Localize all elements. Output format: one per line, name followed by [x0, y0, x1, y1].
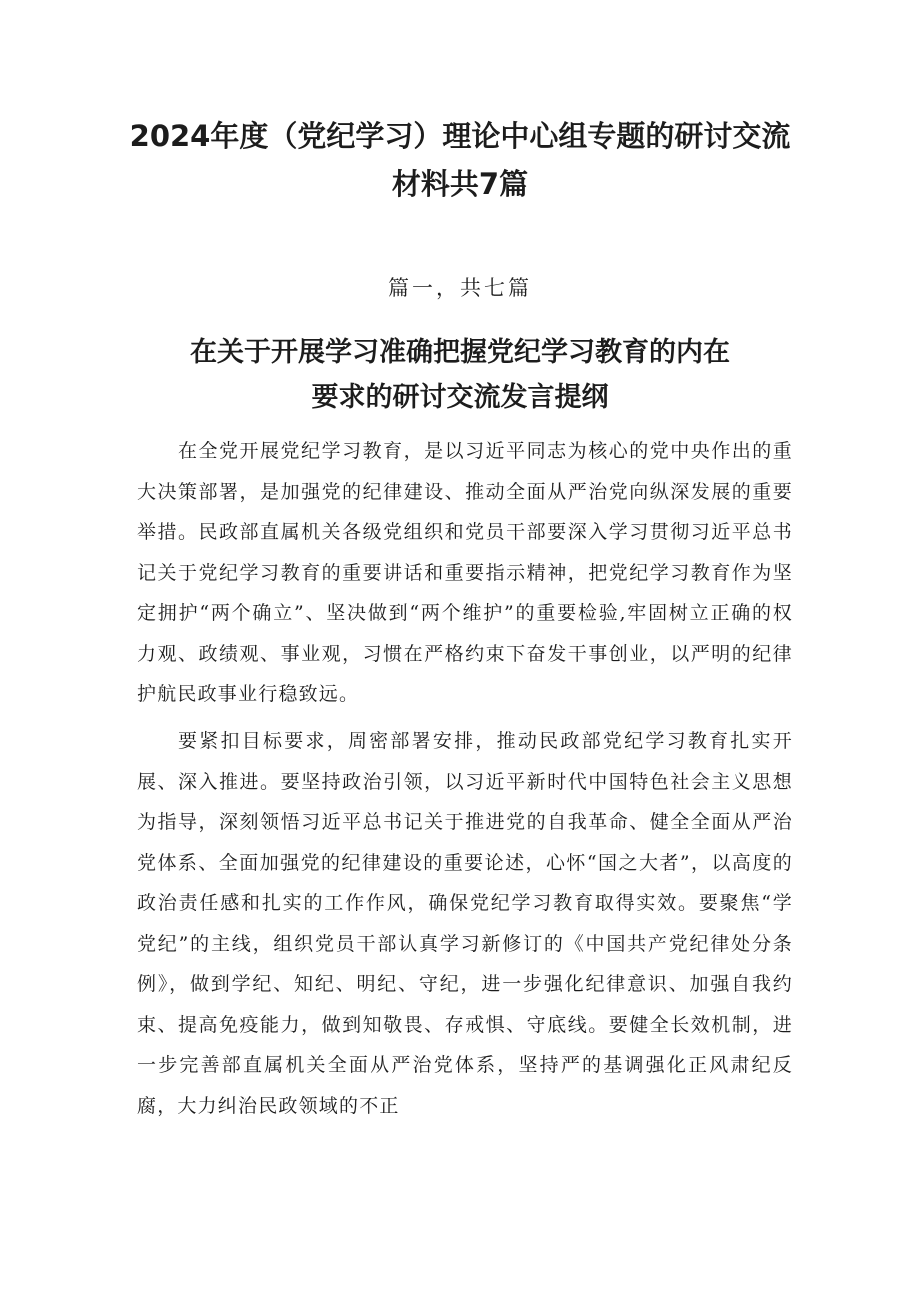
document-title-line-2: 材料共7篇: [391, 167, 529, 201]
article-title-line-1: 在关于开展学习准确把握党纪学习教育的内在: [190, 337, 730, 368]
body-paragraph-1: 在全党开展党纪学习教育，是以习近平同志为核心的党中央作出的重大决策部署，是加强党的纪律建设、推动全面从严治党向纵深发展的重要举措。民政部直属机关各级党组织和党员干部要深入学习贯彻习近平总书记关于党纪学习教育的重要讲话和重要指示精神，把党纪学习教育作为坚定拥护“两个确立”、坚决做到“两个维护”的重要检验,牢固树立正确的权力观、政绩观、事业观，习惯在严格约束下奋发干事创业，以严明的纪律护航民政事业行稳致远。: [137, 440, 793, 705]
article-title: [100, 330, 820, 420]
document-title-line-1: 2024年度（党纪学习）理论中心组专题的研讨交流: [129, 119, 791, 153]
article-title-line-2: 要求的研讨交流发言提纲: [311, 382, 609, 413]
body-paragraph-2: 要紧扣目标要求，周密部署安排，推动民政部党纪学习教育扎实开展、深入推进。要坚持政治引领，以习近平新时代中国特色社会主义思想为指导，深刻领悟习近平总书记关于推进党的自我革命、健全全面从严治党体系、全面加强党的纪律建设的重要论述，心怀“国之大者”，以高度的政治责任感和扎实的工作作风，确保党纪学习教育取得实效。要聚焦“学党纪”的主线，组织党员干部认真学习新修订的《中国共产党纪律处分条例》，做到学纪、知纪、明纪、守纪，进一步强化纪律意识、加强自我约束、提高免疫能力，做到知敬畏、存戒惧、守底线。要健全长效机制，进一步完善部直属机关全面从严治党体系，坚持严的基调强化正风肃纪反腐，大力纠治民政领域的不正: [137, 730, 793, 1117]
section-label: 篇一，共七篇: [388, 276, 532, 300]
document-title: [100, 112, 820, 208]
